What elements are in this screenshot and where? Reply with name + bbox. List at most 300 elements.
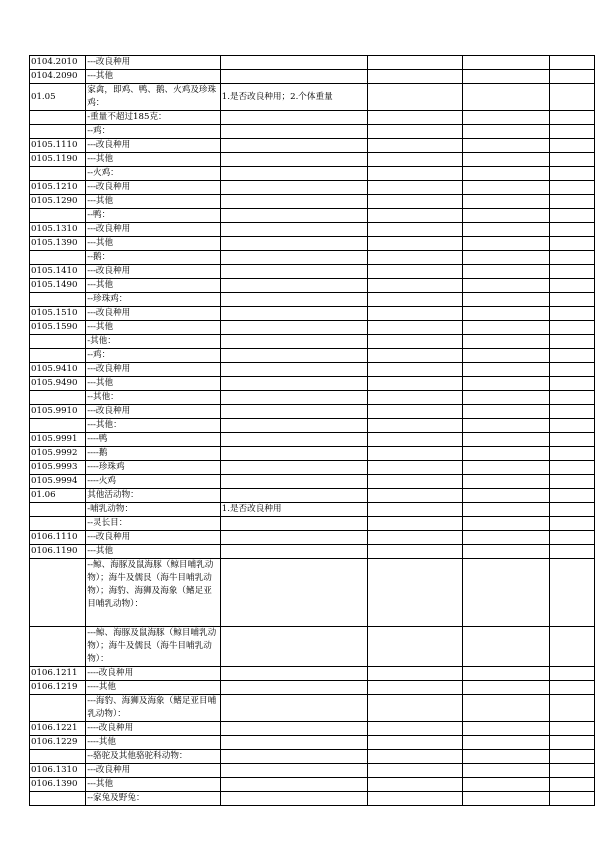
empty-cell [367, 391, 462, 405]
description-cell: --火鸡： [86, 167, 221, 181]
description-cell: ----鹅 [86, 447, 221, 461]
description-cell: ---其他 [86, 321, 221, 335]
empty-cell [462, 433, 549, 447]
tariff-code-cell: 0106.1110 [30, 531, 86, 545]
tariff-code-cell: 0105.1590 [30, 321, 86, 335]
description-cell: --家兔及野兔： [86, 792, 221, 806]
table-row [30, 405, 595, 419]
description-cell: ----珍珠鸡 [86, 461, 221, 475]
empty-cell [462, 167, 549, 181]
tariff-code-cell [30, 559, 86, 627]
table-row [30, 722, 595, 736]
empty-cell [550, 70, 595, 84]
tariff-code-cell: 0105.1110 [30, 139, 86, 153]
empty-cell [550, 279, 595, 293]
empty-cell [462, 70, 549, 84]
declaration-element-cell [220, 181, 367, 195]
empty-cell [367, 764, 462, 778]
declaration-element-cell [220, 792, 367, 806]
empty-cell [367, 461, 462, 475]
declaration-element-cell [220, 433, 367, 447]
description-cell: ---海豹、海狮及海象（鳍足亚目哺乳动物）： [86, 695, 221, 722]
description-cell: ----改良种用 [86, 722, 221, 736]
table-row [30, 293, 595, 307]
empty-cell [367, 307, 462, 321]
empty-cell [462, 237, 549, 251]
tariff-code-cell: 0106.1229 [30, 736, 86, 750]
empty-cell [462, 111, 549, 125]
description-cell: --鹅： [86, 251, 221, 265]
tariff-code-cell: 0105.1490 [30, 279, 86, 293]
table-row [30, 237, 595, 251]
empty-cell [462, 321, 549, 335]
description-cell: --骆驼及其他骆驼科动物： [86, 750, 221, 764]
table-row [30, 559, 595, 627]
empty-cell [462, 681, 549, 695]
description-cell: --灵长目： [86, 517, 221, 531]
empty-cell [550, 111, 595, 125]
empty-cell [367, 736, 462, 750]
declaration-element-cell [220, 627, 367, 667]
empty-cell [550, 377, 595, 391]
table-row [30, 517, 595, 531]
declaration-element-cell [220, 363, 367, 377]
empty-cell [462, 559, 549, 627]
table-row [30, 265, 595, 279]
table-body [30, 56, 595, 806]
empty-cell [462, 503, 549, 517]
empty-cell [462, 153, 549, 167]
table-row [30, 531, 595, 545]
empty-cell [550, 722, 595, 736]
declaration-element-cell [220, 377, 367, 391]
empty-cell [462, 391, 549, 405]
empty-cell [367, 475, 462, 489]
declaration-element-cell [220, 559, 367, 627]
tariff-code-cell: 0105.9993 [30, 461, 86, 475]
description-cell: ---改良种用 [86, 139, 221, 153]
empty-cell [462, 335, 549, 349]
empty-cell [367, 56, 462, 70]
tariff-code-cell [30, 293, 86, 307]
empty-cell [367, 447, 462, 461]
empty-cell [367, 695, 462, 722]
declaration-element-cell [220, 307, 367, 321]
empty-cell [367, 545, 462, 559]
declaration-element-cell [220, 237, 367, 251]
empty-cell [550, 447, 595, 461]
declaration-element-cell [220, 447, 367, 461]
empty-cell [367, 237, 462, 251]
empty-cell [367, 503, 462, 517]
empty-cell [367, 251, 462, 265]
tariff-code-cell [30, 335, 86, 349]
empty-cell [367, 517, 462, 531]
table-row [30, 778, 595, 792]
table-row [30, 321, 595, 335]
tariff-code-cell [30, 627, 86, 667]
empty-cell [550, 475, 595, 489]
declaration-element-cell [220, 695, 367, 722]
empty-cell [462, 778, 549, 792]
declaration-element-cell [220, 56, 367, 70]
table-row [30, 195, 595, 209]
empty-cell [462, 223, 549, 237]
declaration-element-cell [220, 750, 367, 764]
declaration-element-cell [220, 778, 367, 792]
tariff-code-cell: 0105.1410 [30, 265, 86, 279]
empty-cell [367, 279, 462, 293]
declaration-element-cell [220, 125, 367, 139]
declaration-element-cell [220, 517, 367, 531]
empty-cell [462, 125, 549, 139]
empty-cell [462, 139, 549, 153]
empty-cell [367, 223, 462, 237]
declaration-element-cell [220, 195, 367, 209]
empty-cell [462, 545, 549, 559]
tariff-code-cell: 0105.9994 [30, 475, 86, 489]
empty-cell [550, 627, 595, 667]
declaration-element-cell [220, 489, 367, 503]
table-row [30, 447, 595, 461]
table-row [30, 503, 595, 517]
description-cell: ----火鸡 [86, 475, 221, 489]
empty-cell [550, 265, 595, 279]
table-row [30, 545, 595, 559]
description-cell: --鸡： [86, 349, 221, 363]
description-cell: ---其他 [86, 195, 221, 209]
table-row [30, 223, 595, 237]
tariff-code-cell: 0105.9991 [30, 433, 86, 447]
tariff-code-cell: 0106.1310 [30, 764, 86, 778]
empty-cell [367, 419, 462, 433]
empty-cell [550, 293, 595, 307]
empty-cell [462, 722, 549, 736]
empty-cell [367, 681, 462, 695]
empty-cell [462, 181, 549, 195]
tariff-code-cell [30, 125, 86, 139]
tariff-code-cell: 0105.9490 [30, 377, 86, 391]
empty-cell [367, 125, 462, 139]
tariff-code-cell: 0106.1211 [30, 667, 86, 681]
empty-cell [550, 778, 595, 792]
tariff-code-cell [30, 209, 86, 223]
tariff-code-cell: 0104.2010 [30, 56, 86, 70]
empty-cell [550, 139, 595, 153]
description-cell: ---改良种用 [86, 265, 221, 279]
empty-cell [462, 307, 549, 321]
declaration-element-cell: 1.是否改良种用 [220, 503, 367, 517]
empty-cell [550, 335, 595, 349]
empty-cell [462, 475, 549, 489]
tariff-table [29, 55, 595, 806]
empty-cell [550, 695, 595, 722]
tariff-code-cell [30, 517, 86, 531]
empty-cell [550, 433, 595, 447]
empty-cell [462, 363, 549, 377]
tariff-code-cell [30, 167, 86, 181]
tariff-code-cell: 0105.1390 [30, 237, 86, 251]
empty-cell [367, 405, 462, 419]
empty-cell [550, 251, 595, 265]
empty-cell [550, 181, 595, 195]
description-cell: 家禽，即鸡、鸭、鹅、火鸡及珍珠鸡： [86, 84, 221, 111]
empty-cell [462, 764, 549, 778]
declaration-element-cell [220, 167, 367, 181]
empty-cell [550, 489, 595, 503]
declaration-element-cell [220, 391, 367, 405]
tariff-code-cell: 0105.1210 [30, 181, 86, 195]
table-row [30, 307, 595, 321]
description-cell: ---其他 [86, 237, 221, 251]
empty-cell [550, 764, 595, 778]
empty-cell [462, 489, 549, 503]
empty-cell [367, 195, 462, 209]
tariff-code-cell [30, 792, 86, 806]
tariff-code-cell: 0106.1390 [30, 778, 86, 792]
empty-cell [462, 377, 549, 391]
declaration-element-cell [220, 251, 367, 265]
table-row [30, 279, 595, 293]
tariff-code-cell: 01.05 [30, 84, 86, 111]
declaration-element-cell: 1.是否改良种用；2.个体重量 [220, 84, 367, 111]
description-cell: ----其他 [86, 736, 221, 750]
empty-cell [550, 736, 595, 750]
declaration-element-cell [220, 223, 367, 237]
empty-cell [462, 447, 549, 461]
declaration-element-cell [220, 70, 367, 84]
table-row [30, 461, 595, 475]
empty-cell [462, 405, 549, 419]
tariff-code-cell: 0106.1190 [30, 545, 86, 559]
empty-cell [367, 153, 462, 167]
declaration-element-cell [220, 293, 367, 307]
empty-cell [367, 349, 462, 363]
description-cell: 其他活动物： [86, 489, 221, 503]
table-row [30, 139, 595, 153]
declaration-element-cell [220, 265, 367, 279]
description-cell: ----其他 [86, 681, 221, 695]
empty-cell [367, 377, 462, 391]
empty-cell [550, 209, 595, 223]
declaration-element-cell [220, 153, 367, 167]
table-row [30, 167, 595, 181]
empty-cell [550, 195, 595, 209]
table-row [30, 681, 595, 695]
empty-cell [550, 792, 595, 806]
description-cell: ---其他 [86, 545, 221, 559]
table-row [30, 489, 595, 503]
declaration-element-cell [220, 139, 367, 153]
declaration-element-cell [220, 419, 367, 433]
empty-cell [367, 363, 462, 377]
empty-cell [462, 293, 549, 307]
description-cell: ---改良种用 [86, 56, 221, 70]
empty-cell [462, 695, 549, 722]
empty-cell [550, 223, 595, 237]
empty-cell [367, 293, 462, 307]
tariff-code-cell [30, 251, 86, 265]
empty-cell [550, 419, 595, 433]
table-row [30, 695, 595, 722]
declaration-element-cell [220, 209, 367, 223]
tariff-code-cell: 0105.9410 [30, 363, 86, 377]
empty-cell [550, 503, 595, 517]
declaration-element-cell [220, 279, 367, 293]
empty-cell [462, 265, 549, 279]
description-cell: ---改良种用 [86, 307, 221, 321]
description-cell: ---改良种用 [86, 531, 221, 545]
tariff-code-cell: 0105.9910 [30, 405, 86, 419]
empty-cell [550, 56, 595, 70]
empty-cell [367, 209, 462, 223]
empty-cell [550, 750, 595, 764]
description-cell: ---改良种用 [86, 223, 221, 237]
tariff-code-cell [30, 503, 86, 517]
declaration-element-cell [220, 531, 367, 545]
empty-cell [462, 56, 549, 70]
empty-cell [462, 792, 549, 806]
tariff-code-cell [30, 419, 86, 433]
empty-cell [462, 84, 549, 111]
description-cell: ---改良种用 [86, 764, 221, 778]
empty-cell [367, 181, 462, 195]
tariff-code-cell: 01.06 [30, 489, 86, 503]
empty-cell [462, 349, 549, 363]
description-cell: --珍珠鸡： [86, 293, 221, 307]
empty-cell [367, 722, 462, 736]
empty-cell [550, 461, 595, 475]
declaration-element-cell [220, 335, 367, 349]
description-cell: ---其他 [86, 153, 221, 167]
description-cell: ---其他 [86, 70, 221, 84]
tariff-code-cell: 0104.2090 [30, 70, 86, 84]
empty-cell [462, 736, 549, 750]
description-cell: --鸡： [86, 125, 221, 139]
empty-cell [462, 627, 549, 667]
empty-cell [367, 778, 462, 792]
empty-cell [367, 321, 462, 335]
tariff-code-cell [30, 349, 86, 363]
table-row [30, 475, 595, 489]
description-cell: ---改良种用 [86, 405, 221, 419]
description-cell: ---鲸、海豚及鼠海豚（鲸目哺乳动物）；海牛及儒艮（海牛目哺乳动物）： [86, 627, 221, 667]
empty-cell [550, 531, 595, 545]
description-cell: ---改良种用 [86, 363, 221, 377]
declaration-element-cell [220, 405, 367, 419]
empty-cell [550, 667, 595, 681]
empty-cell [550, 391, 595, 405]
empty-cell [550, 349, 595, 363]
tariff-code-cell [30, 695, 86, 722]
table-row [30, 377, 595, 391]
table-row [30, 792, 595, 806]
tariff-code-cell: 0105.1190 [30, 153, 86, 167]
empty-cell [367, 335, 462, 349]
empty-cell [367, 265, 462, 279]
empty-cell [367, 792, 462, 806]
empty-cell [550, 681, 595, 695]
declaration-element-cell [220, 461, 367, 475]
table-row [30, 433, 595, 447]
table-row [30, 209, 595, 223]
empty-cell [550, 237, 595, 251]
empty-cell [367, 433, 462, 447]
table-row [30, 125, 595, 139]
empty-cell [462, 667, 549, 681]
empty-cell [462, 251, 549, 265]
description-cell: ---其他 [86, 377, 221, 391]
empty-cell [367, 111, 462, 125]
declaration-element-cell [220, 764, 367, 778]
table-row [30, 349, 595, 363]
empty-cell [550, 517, 595, 531]
empty-cell [462, 517, 549, 531]
description-cell: -其他： [86, 335, 221, 349]
table-row [30, 153, 595, 167]
declaration-element-cell [220, 475, 367, 489]
description-cell: ----改良种用 [86, 667, 221, 681]
table-row [30, 70, 595, 84]
empty-cell [367, 139, 462, 153]
empty-cell [367, 559, 462, 627]
empty-cell [550, 84, 595, 111]
empty-cell [367, 750, 462, 764]
tariff-code-cell: 0105.9992 [30, 447, 86, 461]
table-row [30, 627, 595, 667]
empty-cell [367, 70, 462, 84]
tariff-code-cell: 0106.1221 [30, 722, 86, 736]
table-row [30, 750, 595, 764]
empty-cell [550, 307, 595, 321]
declaration-element-cell [220, 321, 367, 335]
description-cell: ---其他 [86, 778, 221, 792]
table-row [30, 764, 595, 778]
description-cell: --鲸、海豚及鼠海豚（鲸目哺乳动物）；海牛及儒艮（海牛目哺乳动物）；海豹、海狮及海象（鳍足亚目哺乳动物）： [86, 559, 221, 627]
table-row [30, 667, 595, 681]
tariff-code-cell: 0106.1219 [30, 681, 86, 695]
empty-cell [462, 419, 549, 433]
table-row [30, 391, 595, 405]
empty-cell [367, 667, 462, 681]
tariff-code-cell [30, 750, 86, 764]
declaration-element-cell [220, 722, 367, 736]
declaration-element-cell [220, 736, 367, 750]
empty-cell [367, 167, 462, 181]
table-row [30, 181, 595, 195]
empty-cell [462, 195, 549, 209]
empty-cell [550, 153, 595, 167]
empty-cell [550, 405, 595, 419]
description-cell: ---其他 [86, 279, 221, 293]
description-cell: -哺乳动物： [86, 503, 221, 517]
tariff-code-cell: 0105.1310 [30, 223, 86, 237]
table-row [30, 84, 595, 111]
tariff-code-cell: 0105.1510 [30, 307, 86, 321]
empty-cell [550, 167, 595, 181]
description-cell: --鸭： [86, 209, 221, 223]
tariff-code-cell [30, 391, 86, 405]
description-cell: ---其他： [86, 419, 221, 433]
declaration-element-cell [220, 667, 367, 681]
empty-cell [462, 461, 549, 475]
table-row [30, 419, 595, 433]
empty-cell [550, 125, 595, 139]
declaration-element-cell [220, 681, 367, 695]
empty-cell [462, 750, 549, 764]
tariff-code-cell [30, 111, 86, 125]
description-cell: ----鸭 [86, 433, 221, 447]
